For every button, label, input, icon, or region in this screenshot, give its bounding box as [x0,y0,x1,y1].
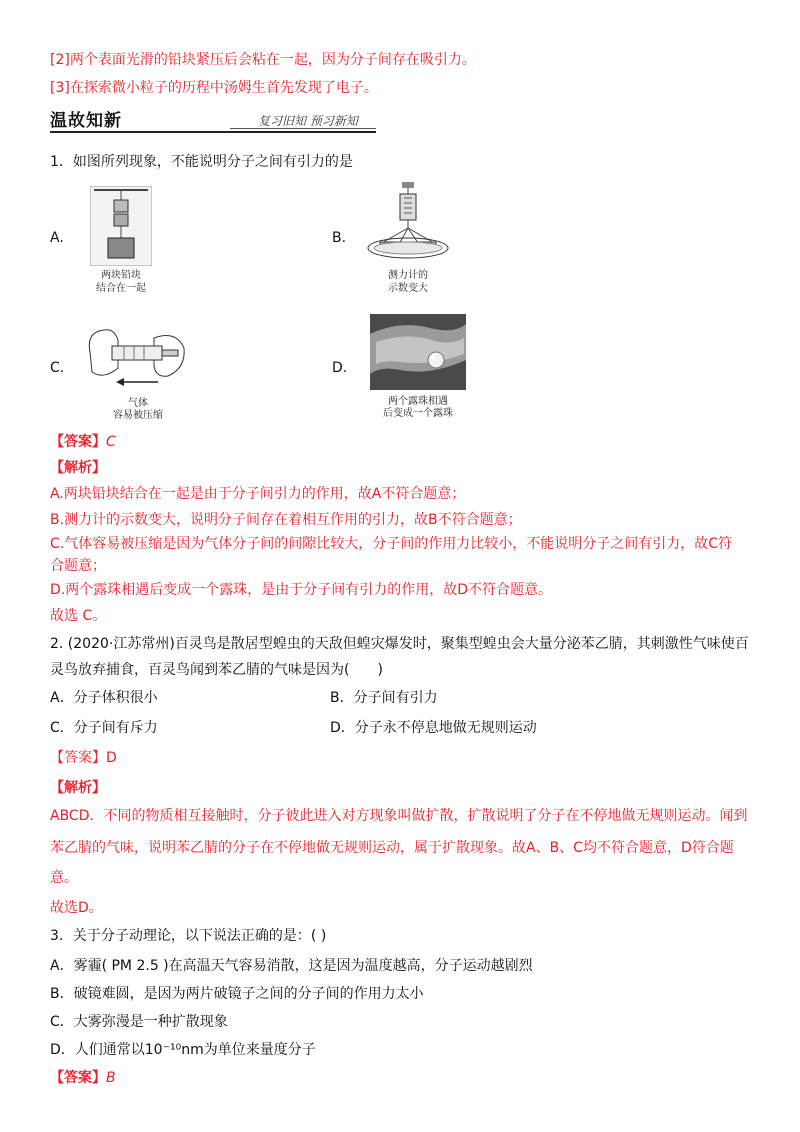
q1-conclusion: 故选 C。 [50,608,107,624]
q2-conclusion: 故选D。 [50,900,103,916]
q1-option-b-caption-2: 示数变大 [388,283,428,294]
q1-analysis-line-2: B.测力计的示数变大，说明分子间存在着相互作用的引力，故B不符合题意； [50,512,522,528]
q1-option-a-caption-1: 两块铅块 [101,270,141,281]
q2-analysis-tag: 【解析】 [50,780,106,796]
section-title: 温故知新 [50,111,122,131]
q1-option-d-label: D. [332,360,348,376]
section-subtitle: 复习旧知 预习新知 [258,114,358,128]
q3-stem: 3．关于分子动理论，以下说法正确的是：( ) [50,928,327,944]
q2-source: 2. (2020·江苏常州) [50,636,175,652]
q1-option-b-caption-1: 测力计的 [388,270,428,281]
spring-scale-figure [366,182,450,268]
q2-stem-text: 百灵鸟是散居型蝗虫的天敌但蝗灾爆发时，聚集型蝗虫会大量分泌苯乙腈，其刺激性气味使百 [174,636,749,652]
q3-answer-tag: 【答案】 [50,1070,106,1086]
note-2: [2]两个表面光滑的铅块紧压后会粘在一起，因为分子间存在吸引力。 [50,52,476,68]
q3-option-b: B．破镜难圆，是因为两片破镜子之间的分子间的作用力太小 [50,986,424,1002]
q2-stem-line-2: 灵鸟放弃捕食，百灵鸟闻到苯乙腈的气味是因为( ) [50,662,383,678]
q2-answer: 【答案】D [50,750,117,766]
q2-analysis-line-3: 意。 [50,870,78,886]
q1-option-c-caption-2: 容易被压缩 [113,410,163,421]
note-3: [3]在探索微小粒子的历程中汤姆生首先发现了电子。 [50,80,378,96]
q1-analysis-line-1: A.两块铅块结合在一起是由于分子间引力的作用，故A不符合题意； [50,486,466,502]
q1-option-a-label: A. [50,230,64,246]
q2-option-c: C．分子间有斥力 [50,720,158,736]
q1-analysis-tag: 【解析】 [50,460,106,476]
q2-option-d: D．分子永不停息地做无规则运动 [330,720,537,736]
lead-blocks-figure [90,186,152,266]
q1-option-a-caption-2: 结合在一起 [96,283,146,294]
q1-option-c-label: C. [50,360,65,376]
q1-option-c-caption-1: 气体 [128,398,148,409]
q1-option-d-caption-1: 两个露珠相遇 [388,396,448,407]
q2-option-b: B．分子间有引力 [330,690,438,706]
q1-analysis-line-4: 合题意； [50,558,106,574]
q2-analysis-line-1: ABCD．不同的物质相互接触时，分子彼此进入对方现象叫做扩散，扩散说明了分子在不停地做无规则运动。闻到 [50,808,748,824]
q1-analysis-line-5: D.两个露珠相遇后变成一个露珠，是由于分子间有引力的作用，故D不符合题意。 [50,582,553,598]
dewdrops-figure [370,314,466,390]
q2-option-a: A．分子体积很小 [50,690,158,706]
header-rule [50,131,376,133]
q2-analysis-line-2: 苯乙腈的气味，说明苯乙腈的分子在不停地做无规则运动，属于扩散现象。故A、B、C均不符合题意，D符合题 [50,840,734,856]
q1-option-b-label: B. [332,230,347,246]
header-rule-thin [230,128,376,129]
q2-stem-line-1 [50,634,749,654]
syringe-figure [84,322,188,394]
q1-stem: 1．如图所列现象，不能说明分子之间有引力的是 [50,154,353,170]
q3-answer-value: B [106,1070,116,1086]
q1-answer [50,432,116,452]
q3-option-d: D．人们通常以10⁻¹⁰nm为单位来量度分子 [50,1042,316,1058]
q3-option-a: A．雾霾( PM 2.5 )在高温天气容易消散，这是因为温度越高，分子运动越剧烈 [50,958,533,974]
q1-answer-tag: 【答案】 [50,434,106,450]
q3-option-c: C．大雾弥漫是一种扩散现象 [50,1014,228,1030]
q1-option-d-caption-2: 后变成一个露珠 [383,408,453,419]
q1-analysis-line-3: C.气体容易被压缩是因为气体分子间的间隙比较大，分子间的作用力比较小，不能说明分子之间有引力，故C符 [50,536,732,552]
q1-answer-value: C [106,434,116,450]
q3-answer [50,1068,116,1088]
